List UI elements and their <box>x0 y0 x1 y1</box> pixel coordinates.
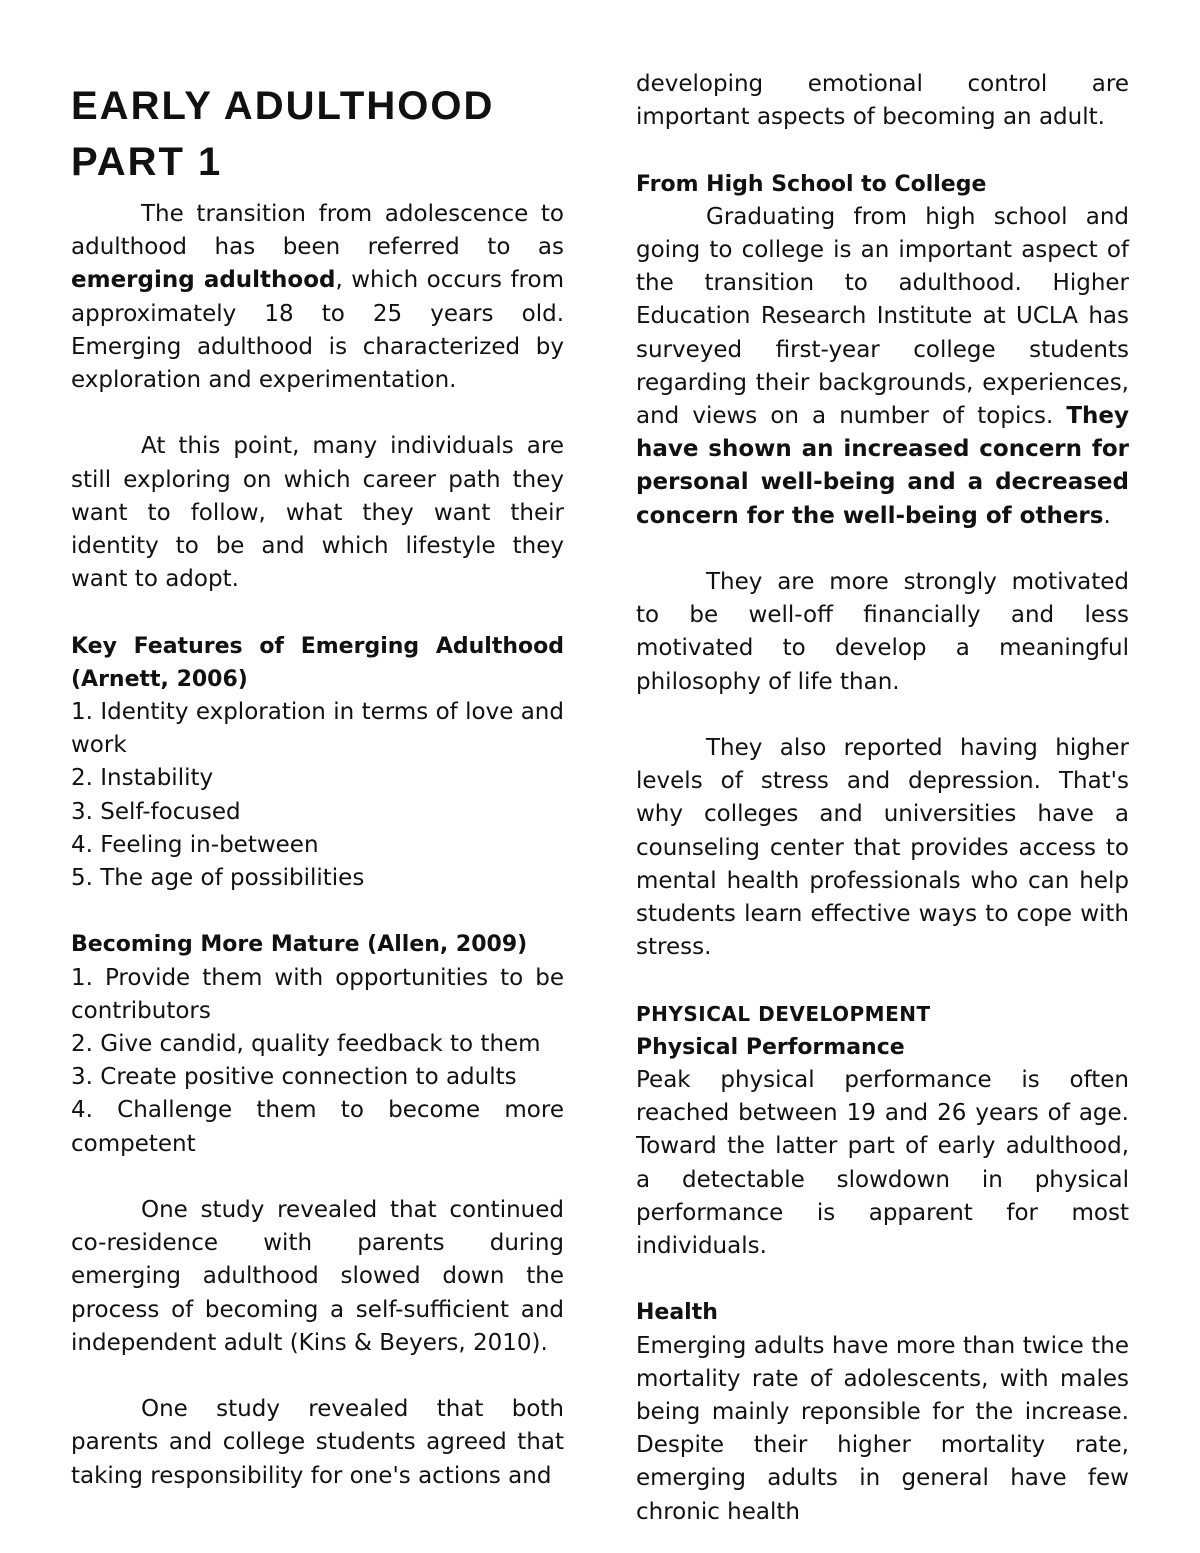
health-paragraph: Emerging adults have more than twice the mortality rate of adolescents, with males being mainly reponsible for the increase. Despite their higher mortality rate, emerging adults in general have few chronic health <box>636 1332 1129 1525</box>
title-line-1: EARLY ADULTHOOD <box>71 84 495 128</box>
list-item: 5. The age of possibilities <box>71 865 365 892</box>
physical-performance-heading: Physical Performance <box>636 1034 905 1060</box>
health-heading: Health <box>636 1300 718 1326</box>
co-residence-paragraph: One study revealed that continued co-residence with parents during emerging adulthood slowed down the process of becoming a self-sufficient and independent adult (Kins & Beyers, 2010). <box>71 1197 564 1356</box>
physical-development-heading: PHYSICAL DEVELOPMENT <box>636 1001 931 1026</box>
exploration-paragraph: At this point, many individuals are still exploring on which career path they want to follow, what they want their identity to be and which lifestyle they want to adopt. <box>71 433 564 593</box>
performance-paragraph: Peak physical performance is often reached between 19 and 26 years of age. Toward the latter part of early adulthood, a detectable slowdown in physical performance is apparent for most individuals. <box>636 1067 1129 1260</box>
list-item: 3. Self-focused <box>71 798 241 825</box>
emerging-adulthood-term: emerging adulthood <box>71 267 336 294</box>
list-item: 1. Provide them with opportunities to be contributors <box>71 964 564 1024</box>
list-item: 2. Instability <box>71 765 214 792</box>
concern-highlight: They have shown an increased concern for personal well-being and a decreased concern for the well-being of others <box>636 403 1129 529</box>
document-title <box>71 78 564 190</box>
continued-paragraph: developing emotional control are important aspects of becoming an adult. <box>636 71 1129 131</box>
list-item: 2. Give candid, quality feedback to them <box>71 1031 541 1058</box>
college-heading: From High School to College <box>636 171 987 197</box>
title-line-2: PART 1 <box>71 140 223 184</box>
intro-paragraph: The transition from adolescence to adulthood has been referred to as emerging adulthood, which occurs from approximately 18 to 25 years old. Emerging adulthood is characterized by exploration and experimentation. <box>71 201 564 394</box>
left-column <box>71 68 564 1493</box>
list-item: 3. Create positive connection to adults <box>71 1064 517 1091</box>
becoming-mature-list <box>71 962 564 1161</box>
responsibility-paragraph: One study revealed that both parents and college students agreed that taking responsibility for one's actions and <box>71 1396 564 1489</box>
key-features-heading: Key Features of Emerging Adulthood (Arnett, 2006) <box>71 633 564 692</box>
list-item: 1. Identity exploration in terms of love and work <box>71 699 564 759</box>
key-features-list <box>71 696 564 895</box>
list-item: 4. Feeling in-between <box>71 831 319 858</box>
stress-paragraph: They also reported having higher levels of stress and depression. That's why colleges and universities have a counseling center that provides access to mental health professionals who can help students learn effective ways to cope with stress. <box>636 735 1129 961</box>
right-column <box>636 68 1129 1529</box>
motivation-paragraph: They are more strongly motivated to be well-off financially and less motivated to develop a meaningful philosophy of life than. <box>636 569 1129 695</box>
list-item: 4. Challenge them to become more competent <box>71 1097 564 1157</box>
college-paragraph: Graduating from high school and going to college is an important aspect of the transition to adulthood. Higher Education Research Institute at UCLA has surveyed first-year college students regarding their backgrounds, experiences, and views on a number of topics. They have shown an increased concern for personal well-being and a decreased concern for the well-being of others. <box>636 203 1129 529</box>
becoming-mature-heading: Becoming More Mature (Allen, 2009) <box>71 932 528 958</box>
